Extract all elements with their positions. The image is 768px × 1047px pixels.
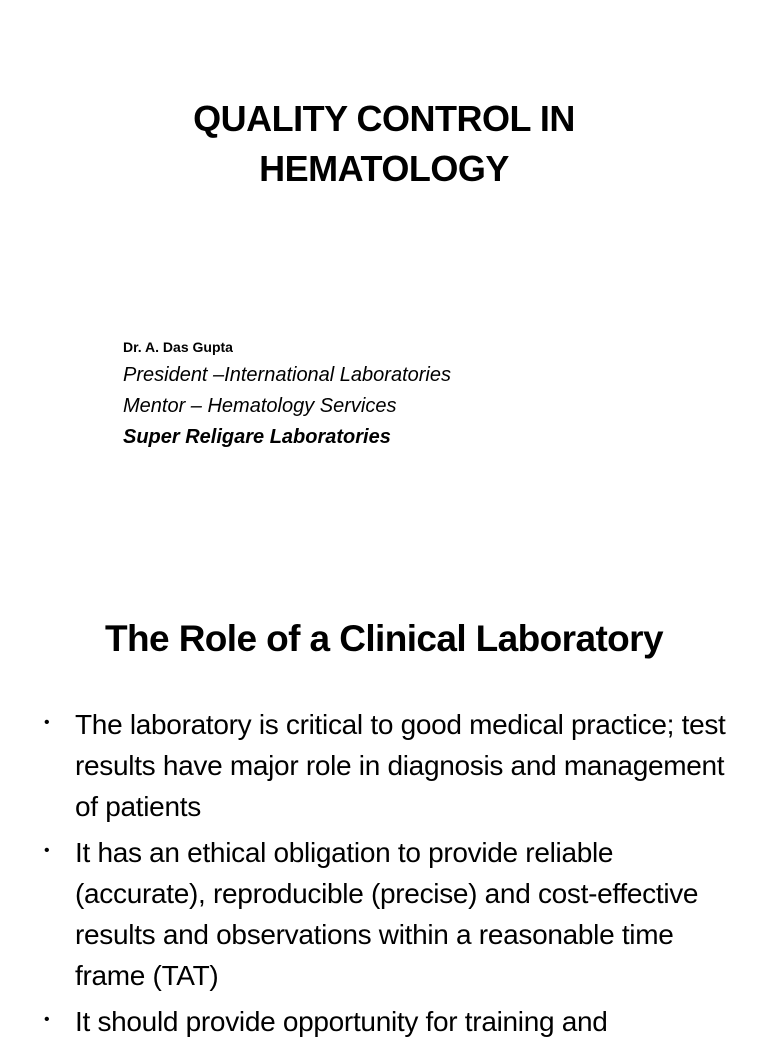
slide-title [0, 94, 768, 194]
bullet-icon: • [44, 1011, 50, 1028]
bullet-text: It should provide opportunity for training and [75, 1006, 608, 1037]
author-name: Dr. A. Das Gupta [123, 339, 233, 355]
list-item [42, 832, 742, 996]
bullet-text: It has an ethical obligation to provide reliable (accurate), reproducible (precise) and cost-effective results and observations within a reasonable time frame (TAT) [75, 837, 699, 991]
bullet-icon: • [44, 714, 50, 731]
content-slide [0, 580, 768, 1037]
bullet-list [42, 704, 742, 1047]
content-slide-title: The Role of a Clinical Laboratory [105, 618, 663, 659]
author-role-mentor: Mentor – Hematology Services [123, 395, 397, 417]
list-item [42, 704, 742, 827]
bullet-text: The laboratory is critical to good medical practice; test results have major role in diagnosis and management of patients [75, 709, 726, 822]
subtitle-block [123, 337, 723, 453]
author-role-president: President –International Laboratories [123, 364, 451, 386]
title-line-1: QUALITY CONTROL IN [193, 98, 575, 139]
bullet-icon: • [44, 842, 50, 859]
author-organization: Super Religare Laboratories [123, 426, 391, 448]
list-item [42, 1001, 742, 1042]
title-line-2: HEMATOLOGY [259, 148, 509, 189]
